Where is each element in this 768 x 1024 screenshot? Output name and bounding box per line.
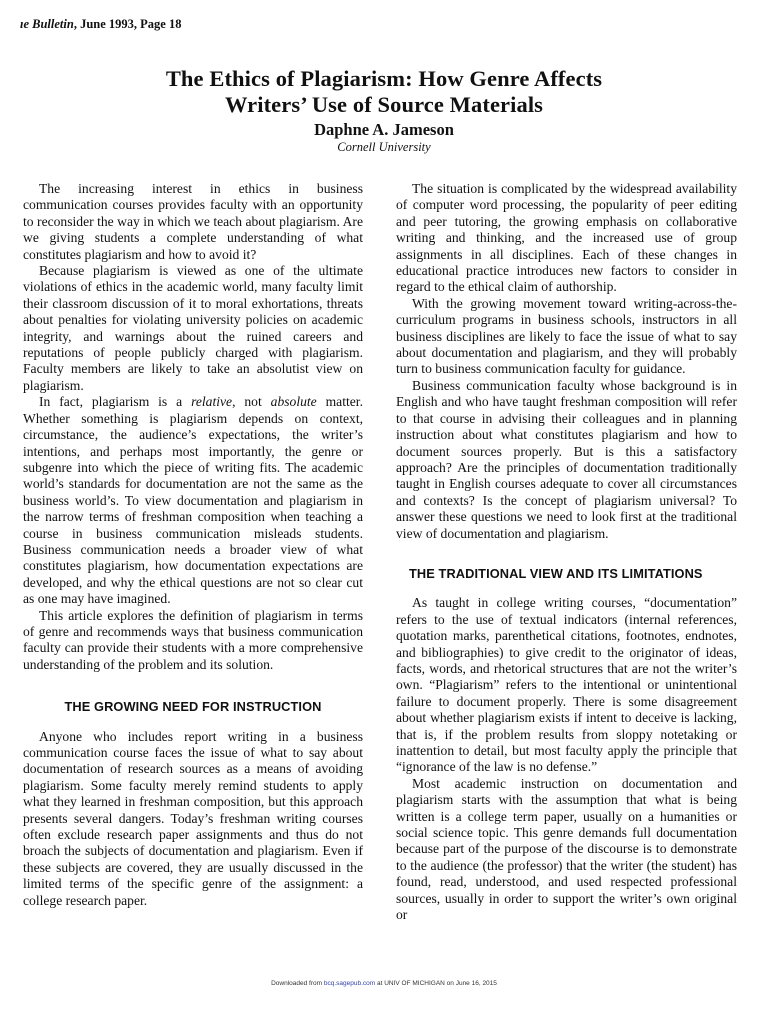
- paragraph: Most academic instruction on documentation and plagiarism starts with the assumption that what is being written is a college term paper, usually on a humanities or social science topic. This genre demands full documentation because part of the purpose of the discourse is to demonstrate to the audience (the professor) that the writer (the student) has found, read, understood, and used respected professional sources, usually in order to support the writer’s own original or: [396, 775, 737, 923]
- paragraph: The increasing interest in ethics in business communication courses provides faculty with an opportunity to reconsider the way in which we teach about plagiarism. Are we giving students a complete understanding of what constitutes plagiarism and how to avoid it?: [23, 181, 363, 262]
- article-header: [0, 66, 768, 154]
- paragraph: Because plagiarism is viewed as one of the ultimate violations of ethics in the academic world, many faculty limit their classroom discussion of it to moral exhortations, threats about penalties for violating university policies on academic integrity, and warnings about the ruined careers and reputations of people publicly charged with plagiarism. Faculty members are likely to take an absolutist view on plagiarism.: [23, 263, 363, 393]
- author-affiliation: Cornell University: [337, 140, 431, 154]
- text-run: In fact, plagiarism is a: [39, 394, 192, 410]
- running-head: [20, 17, 181, 32]
- text-run: , not: [232, 394, 271, 410]
- right-column: [396, 181, 737, 923]
- paragraph: Business communication faculty whose background is in English and who have taught freshman composition will refer to that course in advising their colleagues and in planning instruction about what constitutes plagiarism and how to document sources properly. But is this a satisfactory approach? Are the principles of documentation traditionally taught in English courses adequate to cover all circumstances and contexts? Is the concept of plagiarism universal? To answer these questions we need to look first at the traditional view of documentation and plagiarism.: [396, 377, 737, 541]
- title-line-2: Writers’ Use of Source Materials: [224, 92, 544, 117]
- source-link[interactable]: bcq.sagepub.com: [323, 980, 376, 987]
- footer-prefix: Downloaded from: [271, 980, 324, 987]
- title-line-1: The Ethics of Plagiarism: How Genre Affects: [165, 66, 603, 91]
- text-run: matter. Whether something is plagiarism depends on context, circumstance, the audience’s expectations, the writer’s intentions, and perhaps most importantly, the genre or subgenre into which the piece of writing fits. The academic world’s standards for documentation are not the same as the business world’s. To view documentation and plagiarism in the narrow terms of freshman composition when teaching a course in business communication misleads students. Business communication needs a broader view of what constitutes plagiarism, how documentation expectations are developed, and why the ethical questions are not so clear cut as one may have imagined.: [23, 394, 363, 607]
- paragraph: This article explores the definition of plagiarism in terms of genre and recommends ways that business communication faculty can provide their students with a more comprehensive understanding of the problem and its solution.: [23, 607, 363, 672]
- article-title: [0, 66, 768, 118]
- author-name: Daphne A. Jameson: [314, 120, 454, 139]
- left-column: [23, 181, 363, 909]
- issue-and-page: , June 1993, Page 18: [73, 17, 182, 31]
- paragraph: With the growing movement toward writing-across-the-curriculum programs in business schools, instructors in all business disciplines are likely to face the issue of what to say about documentation and plagiarism, and they will probably turn to business communication faculty for guidance.: [396, 295, 737, 377]
- paragraph: Anyone who includes report writing in a business communication course faces the issue of what to say about documentation of research sources as a means of avoiding plagiarism. Some faculty merely remind students to apply what they learned in freshman composition, but this approach presents several dangers. Today’s freshman writing courses often exclude research paper assignments and thus do not broach the subjects of documentation and plagiarism. Even if these subjects are covered, they are usually discussed in the limited terms of the specific genre of the assignment: a college research paper.: [23, 728, 363, 908]
- footer-suffix: at UNIV OF MICHIGAN on June 16, 2015: [375, 980, 497, 987]
- paragraph: As taught in college writing courses, “documentation” refers to the use of textual indicators (internal references, quotation marks, parenthetical citations, footnotes, endnotes, and bibliographies) to give credit to the originator of ideas, facts, words, and rhetorical structures that are not the writer’s own. “Plagiarism” refers to the intentional or unintentional failure to document properly. There is some disagreement about whether plagiarism exists if intent to deceive is lacking, that is, if the problem results from sloppy notetaking or inattention to detail, but most faculty apply the principle that “ignorance of the law is no defense.”: [396, 595, 737, 775]
- emphasis-relative: relative: [191, 394, 233, 410]
- paragraph: [23, 394, 363, 607]
- emphasis-absolute: absolute: [270, 394, 317, 410]
- paragraph: The situation is complicated by the widespread availability of computer word processing, the popularity of peer editing and peer tutoring, the growing emphasis on collaborative writing and thinking, and the increased use of group assignments in all disciplines. Each of these changes in educational practice introduces new factors to consider in regard to the ethical claim of authorship.: [396, 181, 737, 295]
- section-heading: THE GROWING NEED FOR INSTRUCTION: [64, 699, 322, 715]
- journal-name: ıe Bulletin: [20, 17, 74, 31]
- download-footer: [0, 980, 768, 987]
- section-heading: THE TRADITIONAL VIEW AND ITS LIMITATIONS: [409, 565, 703, 581]
